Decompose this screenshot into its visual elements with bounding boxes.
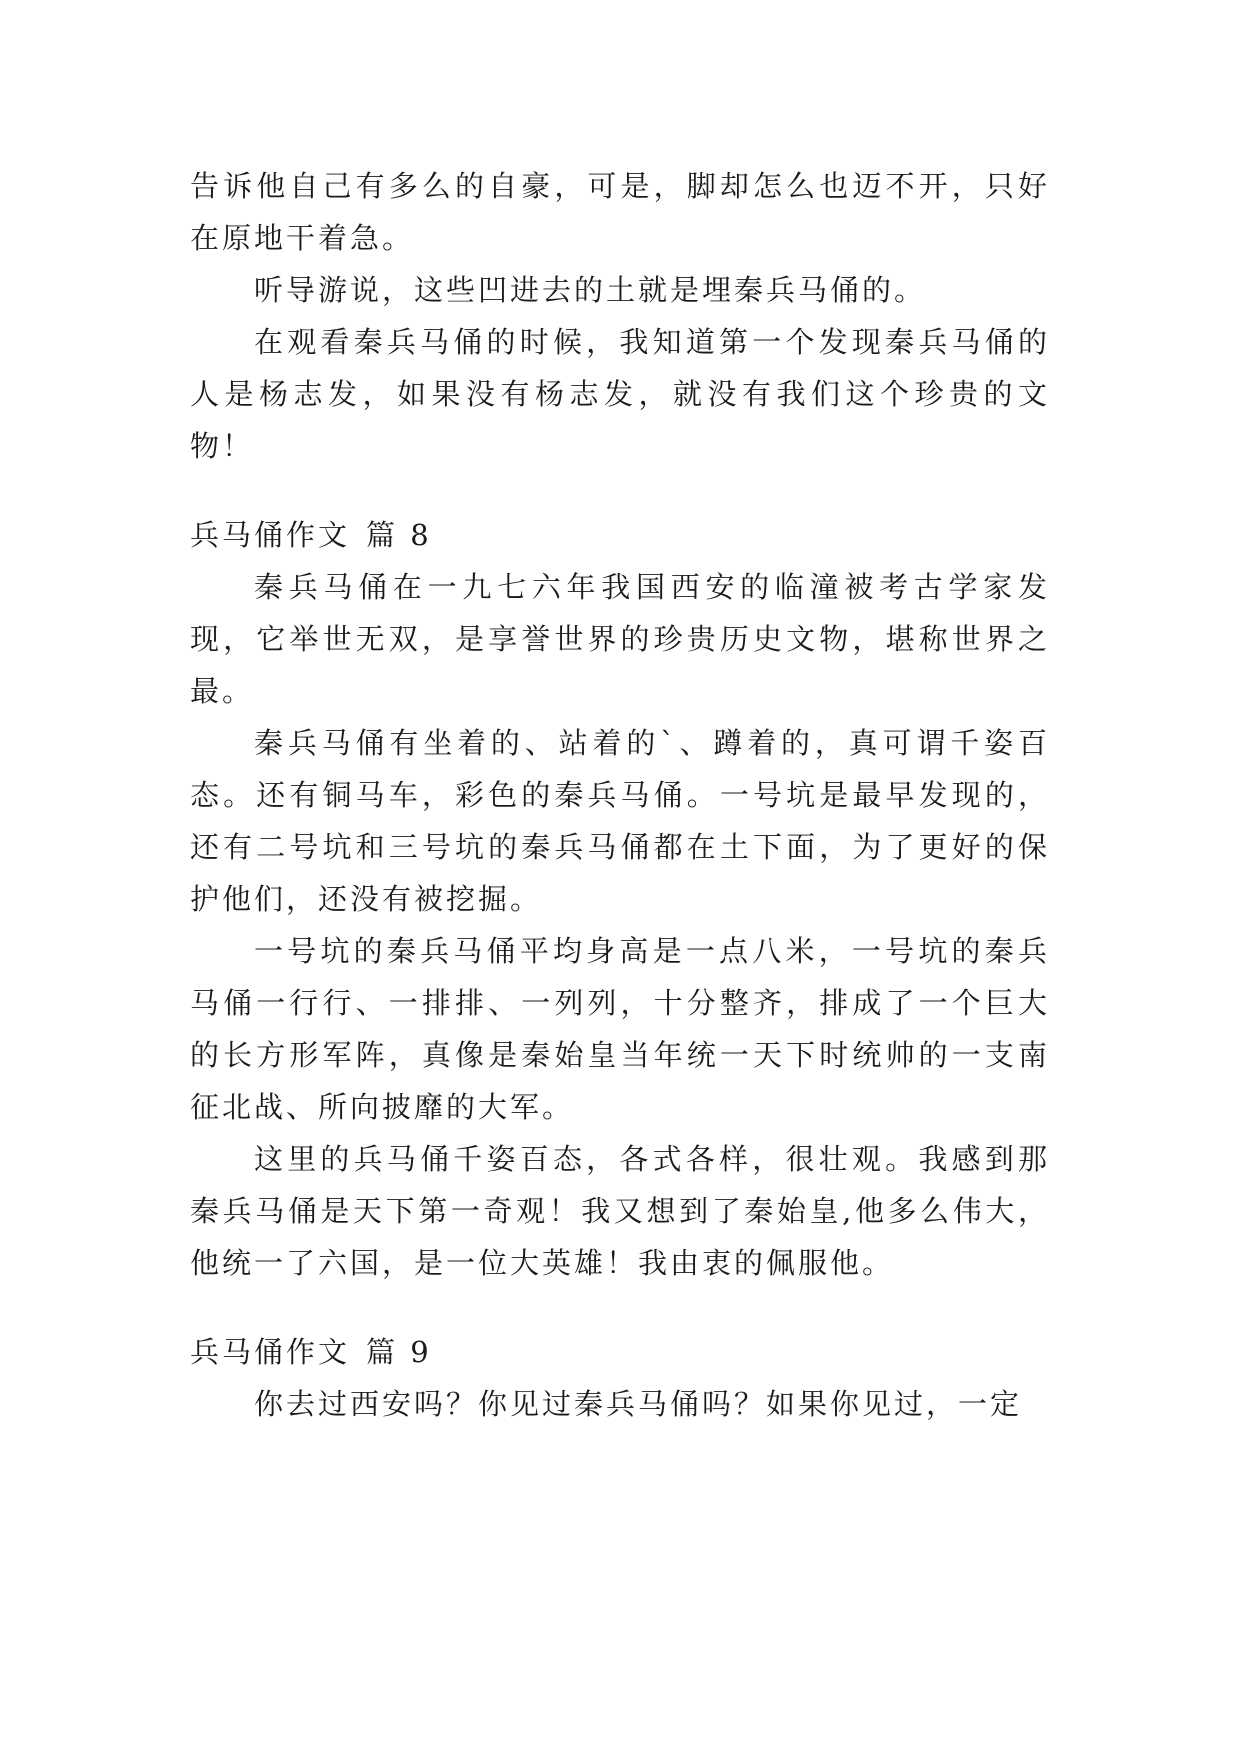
section-spacer: [190, 1289, 1050, 1326]
section-heading-number: 篇 8: [366, 518, 432, 552]
document-page: [190, 160, 1050, 1430]
paragraph: 告诉他自己有多么的自豪，可是，脚却怎么也迈不开，只好在原地干着急。: [190, 169, 1050, 255]
section-heading-number: 篇 9: [366, 1335, 432, 1369]
section-heading-title: 兵马俑作文: [190, 1335, 351, 1369]
paragraph: 秦兵马俑在一九七六年我国西安的临潼被考古学家发现，它举世无双，是享誉世界的珍贵历史文物，堪称世界之最。: [190, 570, 1050, 708]
paragraph: 这里的兵马俑千姿百态，各式各样，很壮观。我感到那秦兵马俑是天下第一奇观！我又想到了秦始皇,他多么伟大，他统一了六国，是一位大英雄！我由衷的佩服他。: [190, 1142, 1050, 1280]
paragraph: 在观看秦兵马俑的时候，我知道第一个发现秦兵马俑的人是杨志发，如果没有杨志发，就没有我们这个珍贵的文物！: [190, 325, 1050, 463]
section-heading: [190, 509, 1050, 561]
paragraph: 秦兵马俑有坐着的、站着的`、蹲着的，真可谓千姿百态。还有铜马车，彩色的秦兵马俑。一号坑是最早发现的，还有二号坑和三号坑的秦兵马俑都在土下面，为了更好的保护他们，还没有被挖掘。: [190, 726, 1050, 916]
paragraph: 听导游说，这些凹进去的土就是埋秦兵马俑的。: [254, 273, 927, 307]
section-heading-title: 兵马俑作文: [190, 518, 351, 552]
paragraph: 一号坑的秦兵马俑平均身高是一点八米，一号坑的秦兵马俑一行行、一排排、一列列，十分整齐，排成了一个巨大的长方形军阵，真像是秦始皇当年统一天下时统帅的一支南征北战、所向披靡的大军。: [190, 934, 1050, 1124]
paragraph: 你去过西安吗？你见过秦兵马俑吗？如果你见过，一定: [254, 1387, 1023, 1421]
section-spacer: [190, 472, 1050, 509]
section-heading: [190, 1326, 1050, 1378]
